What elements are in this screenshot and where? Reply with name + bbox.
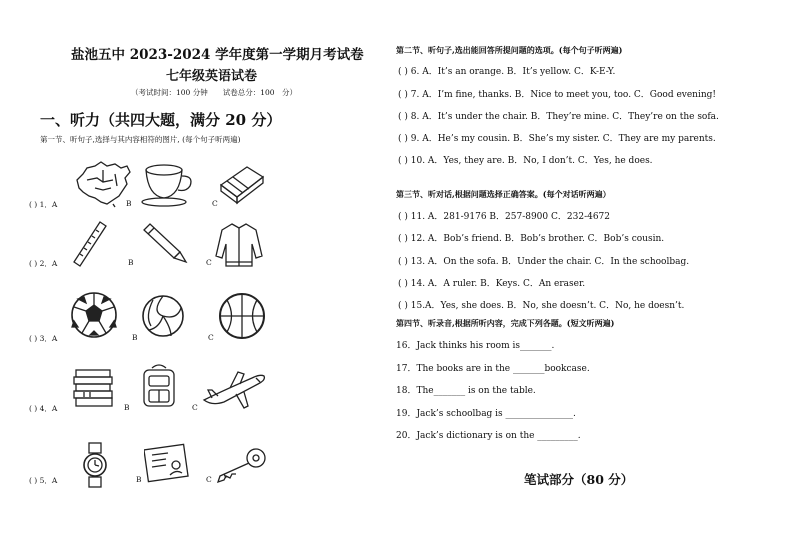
question-16: 16．Jack thinks his room is_______. [396, 341, 555, 351]
question-5-label: ( ) 5．A [29, 476, 58, 485]
question-2-label: ( ) 2．A [29, 259, 58, 268]
option-b-label: B [126, 199, 132, 208]
section3-header: 第三节、听对话,根据问题选择正确答案。(每个对话听两遍） [396, 189, 611, 199]
volleyball-icon [141, 294, 185, 338]
question-17: 17．The books are in the _______bookcase. [396, 364, 590, 374]
option-b-label: B [132, 333, 138, 342]
written-part-title: 笔试部分（80 分） [524, 472, 634, 487]
question-11: ( ) 11. A．281-9176 B．257-8900 C．232-4672 [398, 212, 611, 222]
question-3-label: ( ) 3．A [29, 334, 58, 343]
question-10: ( ) 10. A．Yes, they are. B．No, I don’t. C．Yes, he does. [398, 156, 653, 166]
question-15: ( ) 15.A．Yes, she does. B．No, she doesn’t. C．No, he doesn’t. [398, 301, 685, 311]
eraser-icon [217, 163, 267, 205]
exam-title: 盐池五中 2023-2024 学年度第一学期月考试卷 [71, 47, 364, 63]
option-c-label: C [192, 403, 198, 412]
option-b-label: B [124, 403, 130, 412]
books-icon [70, 366, 118, 410]
option-c-label: C [208, 333, 214, 342]
question-7: ( ) 7. A．I’m fine, thanks. B．Nice to meet you, too. C．Good evening! [398, 90, 717, 100]
question-1-label: ( ) 1．A [29, 200, 58, 209]
teacup-icon [138, 162, 198, 207]
option-b-label: B [136, 475, 142, 484]
listening-part-title: 一、听力（共四大题，满分 20 分） [40, 111, 282, 129]
option-c-label: C [206, 475, 212, 484]
watch-icon [80, 441, 110, 489]
section1-instruction: 第一节、听句子,选择与其内容相符的图片, (每个句子听两遍) [40, 135, 241, 144]
question-14: ( ) 14. A．A ruler. B．Keys. C．An eraser. [398, 279, 586, 289]
exam-info: （考试时间：100 分钟 试卷总分：100 分） [131, 88, 298, 97]
id-card-icon [144, 443, 190, 485]
question-20: 20．Jack’s dictionary is on the _________. [396, 431, 581, 441]
question-9: ( ) 9. A．He’s my cousin. B．She’s my sister. C．They are my parents. [398, 134, 716, 144]
section4-header: 第四节、听录音,根据所听内容，完成下列各题。(短文听两遍) [396, 318, 615, 328]
exam-subtitle: 七年级英语试卷 [166, 69, 258, 84]
question-13: ( ) 13. A．On the sofa. B．Under the chair. C．In the schoolbag. [398, 257, 690, 267]
question-18: 18．The_______ is on the table. [396, 386, 536, 396]
question-6: ( ) 6. A．It’s an orange. B．It’s yellow. C．K-E-Y. [398, 67, 616, 77]
china-map-icon [73, 160, 133, 208]
ruler-icon [70, 218, 110, 268]
option-c-label: C [212, 199, 218, 208]
pen-icon [140, 222, 192, 264]
question-19: 19．Jack’s schoolbag is _______________. [396, 409, 576, 419]
schoolbag-icon [140, 362, 178, 410]
jacket-icon [214, 220, 264, 270]
section2-header: 第二节、听句子,选出能回答所提问题的选项。(每个句子听两遍) [396, 45, 623, 55]
key-icon [212, 446, 268, 484]
option-c-label: C [206, 258, 212, 267]
airplane-icon [200, 366, 270, 412]
basketball-icon [218, 292, 266, 340]
soccer-ball-icon [70, 291, 118, 339]
option-b-label: B [128, 258, 134, 267]
question-12: ( ) 12. A．Bob’s friend. B．Bob’s brother. C．Bob’s cousin. [398, 234, 665, 244]
question-8: ( ) 8. A．It’s under the chair. B．They’re mine. C．They’re on the sofa. [398, 112, 719, 122]
question-4-label: ( ) 4．A [29, 404, 58, 413]
